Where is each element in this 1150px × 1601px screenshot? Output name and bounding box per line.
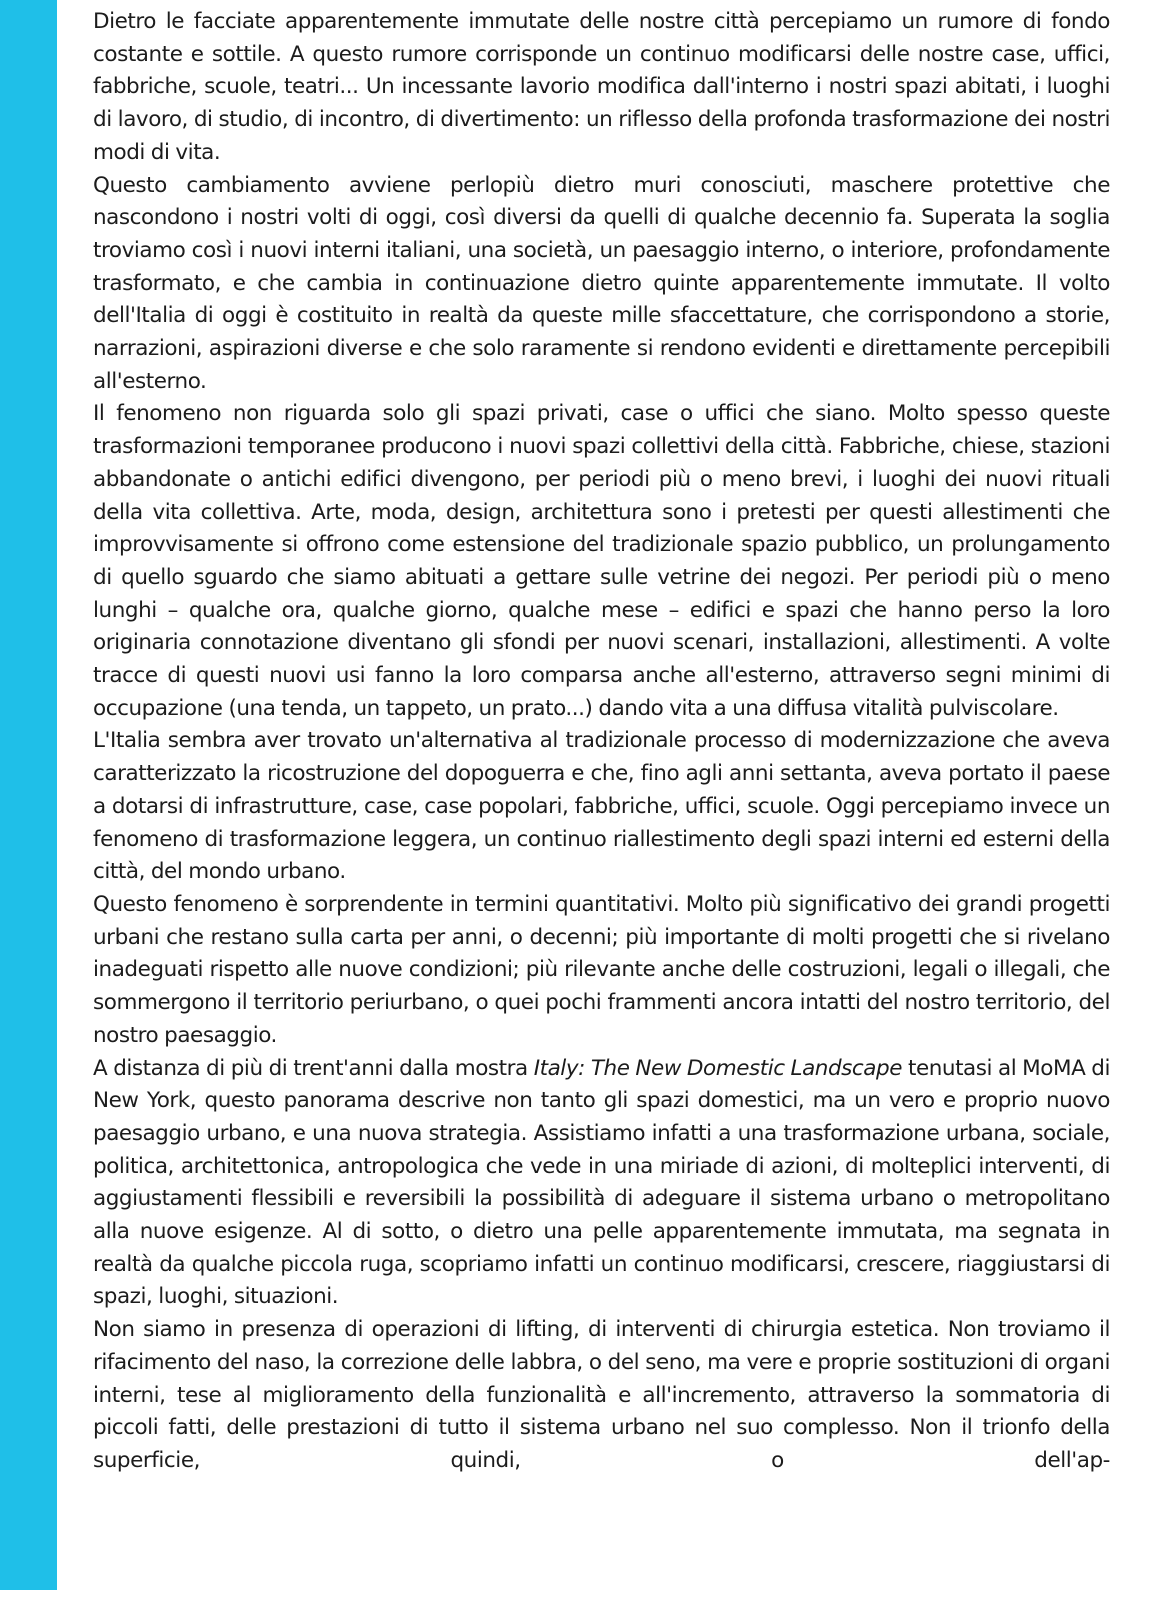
exhibition-title: Italy: The New Domestic Landscape	[533, 1055, 903, 1081]
paragraph-3: Il fenomeno non riguarda solo gli spazi privati, case o uffici che siano. Molto spesso queste trasformazioni temporanee producono i nuovi spazi collettivi della città. Fabbriche, chiese, stazioni abbandonate o antichi edifici divengono, per periodi più o meno brevi, i luoghi dei nuovi rituali della vita collettiva. Arte, moda, design, architettura sono i pretesti per questi allestimenti che improvvisamente si offrono come estensione del tradizionale spazio pubblico, un prolungamento di quello sguardo che siamo abituati a gettare sulle vetrine dei negozi. Per periodi più o meno lunghi – qualche ora, qualche giorno, qualche mese – edifici e spazi che hanno perso la loro originaria connotazione diventano gli sfondi per nuovi scenari, installazioni, allestimenti. A volte tracce di questi nuovi usi fanno la loro comparsa anche all'esterno, attraverso segni minimi di occupazione (una tenda, un tappeto, un prato...) dando vita a una diffusa vitalità pulviscolare.	[93, 401, 1110, 721]
paragraph-1: Dietro le facciate apparentemente immutate delle nostre città percepiamo un rumore di fondo costante e sottile. A questo rumore corrisponde un continuo modificarsi delle nostre case, uffici, fabbriche, scuole, teatri... Un incessante lavorio modifica dall'interno i nostri spazi abitati, i luoghi di lavoro, di studio, di incontro, di divertimento: un riflesso della profonda trasformazione dei nostri modi di vita.	[93, 9, 1110, 165]
cyan-margin-band	[0, 0, 57, 1590]
paragraph-4: L'Italia sembra aver trovato un'alternativa al tradizionale processo di modernizzazione che aveva caratterizzato la ricostruzione del dopoguerra e che, fino agli anni settanta, aveva portato il paese a dotarsi di infrastrutture, case, case popolari, fabbriche, uffici, scuole. Oggi percepiamo invece un fenomeno di trasformazione leggera, un continuo riallestimento degli spazi interni ed esterni della città, del mondo urbano.	[93, 728, 1110, 885]
paragraph-6	[93, 1053, 1110, 1315]
paragraph-7: Non siamo in presenza di operazioni di lifting, di interventi di chirurgia estetica. Non troviamo il rifacimento del naso, la correzione delle labbra, o del seno, ma vere e proprie sostituzioni di organi interni, tese al miglioramento della funzionalità e all'incremento, attraverso la sommatoria di piccoli fatti, delle prestazioni di tutto il sistema urbano nel suo complesso. Non il trionfo della superficie, quindi, o dell'ap-	[93, 1317, 1110, 1473]
paragraph-2: Questo cambiamento avviene perlopiù dietro muri conosciuti, maschere protettive che nascondono i nostri volti di oggi, così diversi da quelli di qualche decennio fa. Superata la soglia troviamo così i nuovi interni italiani, una società, un paesaggio interno, o interiore, profondamente trasformato, e che cambia in continuazione dietro quinte apparentemente immutate. Il volto dell'Italia di oggi è costituito in realtà da queste mille sfaccettature, che corrispondono a storie, narrazioni, aspirazioni diverse e che solo raramente si rendono evidenti e direttamente percepibili all'esterno.	[93, 172, 1110, 394]
article-body	[93, 6, 1110, 1478]
paragraph-6-lead: A distanza di più di trent'anni dalla mostra	[93, 1055, 534, 1081]
paragraph-5: Questo fenomeno è sorprendente in termini quantitativi. Molto più significativo dei grandi progetti urbani che restano sulla carta per anni, o decenni; più importante di molti progetti che si rivelano inadeguati rispetto alle nuove condizioni; più rilevante anche delle costruzioni, legali o illegali, che sommergono il territorio periurbano, o quei pochi frammenti ancora intatti del nostro territorio, del nostro paesaggio.	[93, 891, 1110, 1048]
paragraph-6-rest: tenutasi al MoMA di New York, questo panorama descrive non tanto gli spazi domestici, ma un vero e proprio nuovo paesaggio urbano, e una nuova strategia. Assistiamo infatti a una trasformazione urbana, sociale, politica, architettonica, antropologica che vede in una miriade di azioni, di molteplici interventi, di aggiustamenti flessibili e reversibili la possibilità di adeguare il sistema urbano o metropolitano alla nuove esigenze. Al di sotto, o dietro una pelle apparentemente immutata, ma segnata in realtà da qualche piccola ruga, scopriamo infatti un continuo modificarsi, crescere, riaggiustarsi di spazi, luoghi, situazioni.	[93, 1055, 1111, 1310]
